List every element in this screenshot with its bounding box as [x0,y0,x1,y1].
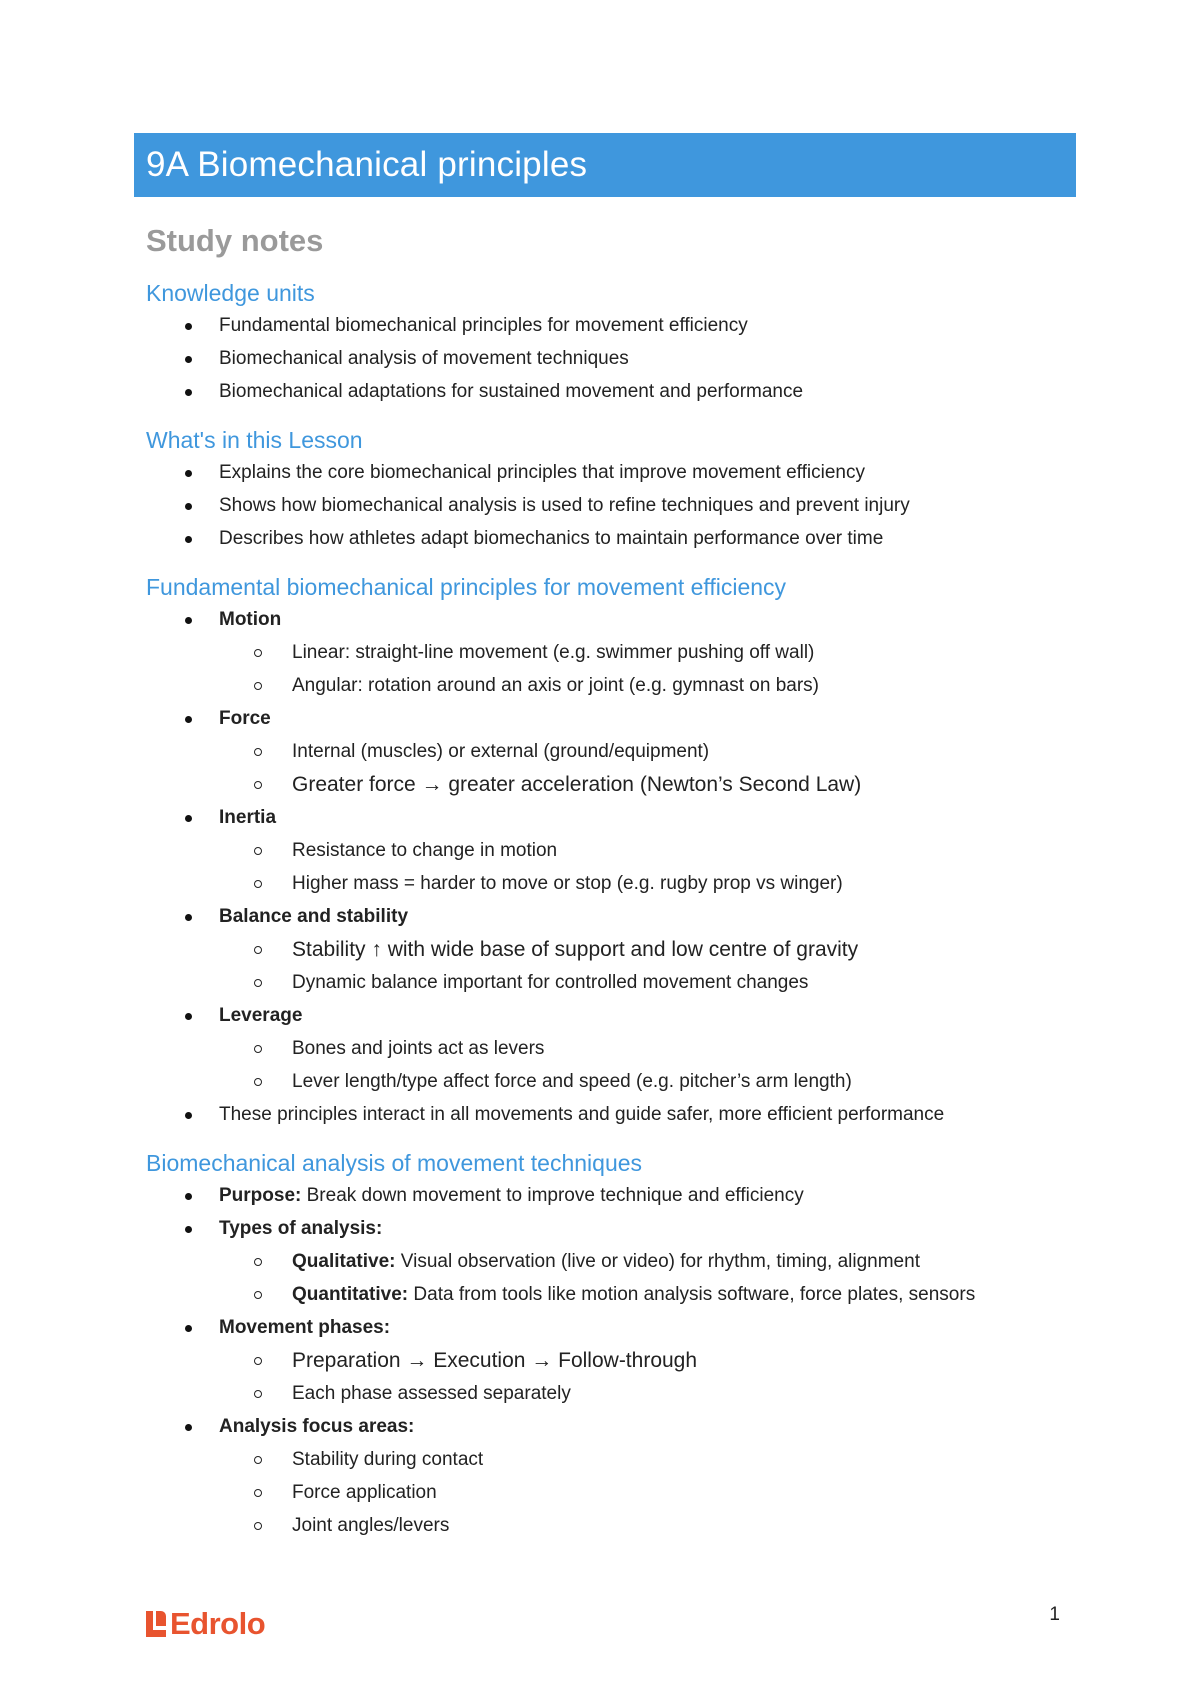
list-item-balance: Balance and stability Stability ↑ with wide base of support and low centre of gravity Dynamic balance important for controlled movement changes [146,900,1076,999]
document-body [146,222,1076,1542]
sub-list-item: Dynamic balance important for controlled movement changes [146,966,1076,999]
bullet-icon [185,1193,192,1200]
page-title: 9A Biomechanical principles [146,145,588,184]
analysis-heading: Biomechanical analysis of movement techniques [146,1150,643,1177]
list-item: Biomechanical adaptations for sustained movement and performance [146,375,1076,408]
sub-list-item: Joint angles/levers [146,1509,1076,1542]
sub-list-item: Resistance to change in motion [146,834,1076,867]
list-item: Fundamental biomechanical principles for movement efficiency [146,309,1076,342]
sub-list-item: Greater force → greater acceleration (Newton’s Second Law) [146,768,1076,801]
list-item-focus: Analysis focus areas: Stability during contact Force application Joint angles/levers [146,1410,1076,1542]
list-item: Biomechanical analysis of movement techniques [146,342,1076,375]
sub-list-item: Linear: straight-line movement (e.g. swimmer pushing off wall) [146,636,1076,669]
bullet-icon [185,323,192,330]
list-item-leverage: Leverage Bones and joints act as levers Lever length/type affect force and speed (e.g. pitcher’s arm length) [146,999,1076,1098]
list-item-force: Force Internal (muscles) or external (ground/equipment) Greater force → greater acceleration (Newton’s Second Law) [146,702,1076,801]
list-item-types: Types of analysis: Qualitative: Visual observation (live or video) for rhythm, timing, alignment Quantitative: Data from tools like motion analysis software, force plates, sensors [146,1212,1076,1311]
bullet-icon [185,617,192,624]
list-item: Describes how athletes adapt biomechanics to maintain performance over time [146,522,1076,555]
study-notes-heading: Study notes [146,223,324,258]
bullet-icon [185,1112,192,1119]
page-number: 1 [1049,1604,1060,1625]
list-item-summary: These principles interact in all movements and guide safer, more efficient performance [146,1098,1076,1131]
sub-list-item: Bones and joints act as levers [146,1032,1076,1065]
bullet-icon [185,1325,192,1332]
sub-list-item: Internal (muscles) or external (ground/equipment) [146,735,1076,768]
analysis-list [146,1179,1076,1542]
list-item-phases: Movement phases: Preparation → Execution → Follow-through Each phase assessed separately [146,1311,1076,1410]
sub-list-item: Lever length/type affect force and speed (e.g. pitcher’s arm length) [146,1065,1076,1098]
bullet-icon [185,356,192,363]
edrolo-logo-icon [146,1611,166,1637]
sub-list-item: Each phase assessed separately [146,1377,1076,1410]
bullet-icon [185,1226,192,1233]
lesson-heading: What's in this Lesson [146,427,363,454]
sub-list-item: Angular: rotation around an axis or joint (e.g. gymnast on bars) [146,669,1076,702]
sub-list-item: Force application [146,1476,1076,1509]
sub-list-item: Preparation → Execution → Follow-through [146,1344,1076,1377]
title-banner [134,133,1076,197]
sub-list-item: Quantitative: Data from tools like motion analysis software, force plates, sensors [146,1278,1076,1311]
bullet-icon [185,1013,192,1020]
list-item: Explains the core biomechanical principles that improve movement efficiency [146,456,1076,489]
fundamentals-heading: Fundamental biomechanical principles for movement efficiency [146,574,787,601]
list-item-inertia: Inertia Resistance to change in motion Higher mass = harder to move or stop (e.g. rugby prop vs winger) [146,801,1076,900]
sub-list-item: Stability during contact [146,1443,1076,1476]
sub-list-item: Higher mass = harder to move or stop (e.g. rugby prop vs winger) [146,867,1076,900]
knowledge-units-heading: Knowledge units [146,280,315,307]
bullet-icon [185,1424,192,1431]
bullet-icon [185,716,192,723]
bullet-icon [185,815,192,822]
list-item-motion: Motion Linear: straight-line movement (e.g. swimmer pushing off wall) Angular: rotation around an axis or joint (e.g. gymnast on bars) [146,603,1076,702]
bullet-icon [185,470,192,477]
logo-text: Edrolo [170,1606,266,1641]
sub-list-item: Qualitative: Visual observation (live or video) for rhythm, timing, alignment [146,1245,1076,1278]
bullet-icon [185,503,192,510]
bullet-icon [185,389,192,396]
list-item: Shows how biomechanical analysis is used to refine techniques and prevent injury [146,489,1076,522]
edrolo-logo [146,1606,265,1642]
bullet-icon [185,536,192,543]
sub-list-item: Stability ↑ with wide base of support and low centre of gravity [146,933,1076,966]
fundamentals-list [146,603,1076,1131]
bullet-icon [185,914,192,921]
knowledge-units-list [146,309,1076,408]
lesson-list [146,456,1076,555]
list-item-purpose: Purpose: Break down movement to improve technique and efficiency [146,1179,1076,1212]
